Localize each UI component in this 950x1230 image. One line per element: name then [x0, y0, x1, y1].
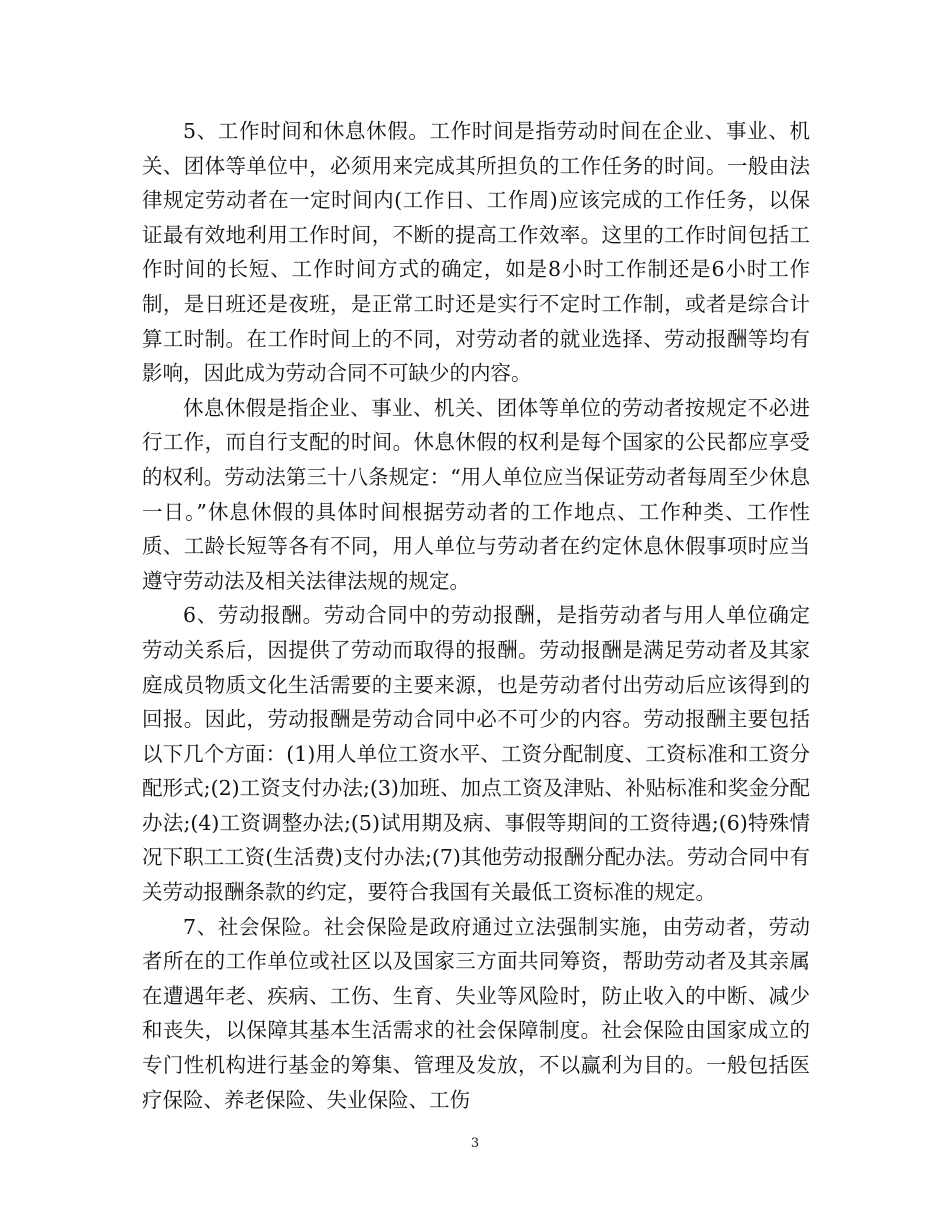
paragraph-remuneration: 6、劳动报酬。劳动合同中的劳动报酬，是指劳动者与用人单位确定劳动关系后，因提供了劳动而取得的报酬。劳动报酬是满足劳动者及其家庭成员物质文化生活需要的主要来源，也是劳动者付出劳动后应该得到的回报。因此，劳动报酬是劳动合同中必不可少的内容。劳动报酬主要包括以下几个方面：(1)用人单位工资水平、工资分配制度、工资标准和工资分配形式;(2)工资支付办法;(3)加班、加点工资及津贴、补贴标准和奖金分配办法;(4)工资调整办法;(5)试用期及病、事假等期间的工资待遇;(6)特殊情况下职工工资(生活费)支付办法;(7)其他劳动报酬分配办法。劳动合同中有关劳动报酬条款的约定，要符合我国有关最低工资标准的规定。	[142, 603, 810, 905]
paragraph-social-insurance: 7、社会保险。社会保险是政府通过立法强制实施，由劳动者，劳动者所在的工作单位或社区以及国家三方面共同筹资，帮助劳动者及其亲属在遭遇年老、疾病、工伤、生育、失业等风险时，防止收入的中断、减少和丧失，以保障其基本生活需求的社会保障制度。社会保险由国家成立的专门性机构进行基金的筹集、管理及发放，不以赢利为目的。一般包括医疗保险、养老保险、失业保险、工伤	[142, 914, 810, 1112]
page-number: 3	[470, 1136, 480, 1151]
document-body	[142, 114, 810, 1117]
paragraph-rest-leave: 休息休假是指企业、事业、机关、团体等单位的劳动者按规定不必进行工作，而自行支配的时间。休息休假的权利是每个国家的公民都应享受的权利。劳动法第三十八条规定：“用人单位应当保证劳动者每周至少休息一日。”休息休假的具体时间根据劳动者的工作地点、工作种类、工作性质、工龄长短等各有不同，用人单位与劳动者在约定休息休假事项时应当遵守劳动法及相关法律法规的规定。	[142, 395, 810, 593]
paragraph-working-hours: 5、工作时间和休息休假。工作时间是指劳动时间在企业、事业、机关、团体等单位中，必须用来完成其所担负的工作任务的时间。一般由法律规定劳动者在一定时间内(工作日、工作周)应该完成的工作任务，以保证最有效地利用工作时间，不断的提高工作效率。这里的工作时间包括工作时间的长短、工作时间方式的确定，如是8小时工作制还是6小时工作制，是日班还是夜班，是正常工时还是实行不定时工作制，或者是综合计算工时制。在工作时间上的不同，对劳动者的就业选择、劳动报酬等均有影响，因此成为劳动合同不可缺少的内容。	[142, 119, 810, 386]
